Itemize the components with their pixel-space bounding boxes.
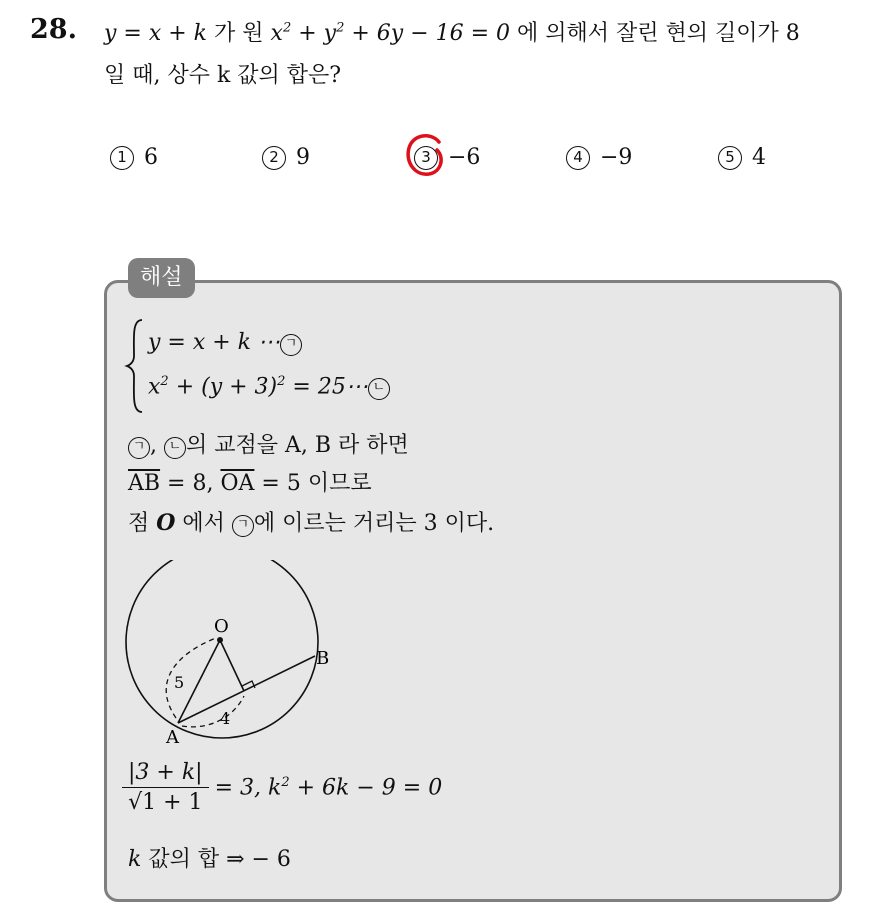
distance-formula: $\frac{|3 + k|}{√1 + 1}$ = 3, $k^2 + 6k - 9 = 0$ xyxy=(122,760,442,815)
system-brace xyxy=(124,318,146,414)
question-line-1: y = x + k 가 원 $x^2 + y^2 + 6y - 16 = 0$ 에 의해서 잘린 현의 길이가 8 xyxy=(104,20,800,46)
label-a: A xyxy=(166,727,179,748)
solution-line-lengths: $\overline{AB} = 8$, $\overline{OA} = 5$ 이므로 xyxy=(128,471,372,496)
fraction-numerator: |3 + k| xyxy=(122,760,209,788)
circle-chord-diagram xyxy=(110,560,350,750)
perpendicular-line xyxy=(220,640,244,691)
choice-1[interactable]: 1 6 xyxy=(110,145,158,170)
center-point xyxy=(217,637,223,643)
label-b: B xyxy=(316,648,330,669)
choice-5[interactable]: 5 4 xyxy=(718,145,766,170)
system-equation-1: y = x + k ⋯ ㄱ xyxy=(148,330,302,356)
choice-mark: 4 xyxy=(566,146,590,170)
choice-2[interactable]: 2 9 xyxy=(262,145,310,170)
question-line-2: 일 때, 상수 k 값의 합은? xyxy=(104,63,342,88)
fraction-denominator: √1 + 1 xyxy=(128,790,203,815)
choice-mark: 3 xyxy=(414,146,438,170)
final-answer-line: k 값의 합 ⇒ − 6 xyxy=(128,847,291,872)
choice-mark: 1 xyxy=(110,146,134,170)
solution-line-intersection: ㄱ , ㄴ 의 교점을 A, B 라 하면 xyxy=(128,428,409,459)
label-four: 4 xyxy=(220,709,231,728)
choice-mark: 5 xyxy=(718,146,742,170)
segment-oa xyxy=(178,640,220,723)
question-number: 28. xyxy=(30,14,77,45)
choice-3[interactable]: 3 −6 xyxy=(414,145,480,170)
solution-line-distance: 점 O 에서 ㄱ 에 이르는 거리는 3 이다. xyxy=(128,510,495,536)
chord-ab xyxy=(178,656,315,723)
choice-mark: 2 xyxy=(262,146,286,170)
label-five: 5 xyxy=(174,673,185,692)
answer-circle-mark xyxy=(403,130,447,182)
dashed-arc-4 xyxy=(182,696,244,727)
choice-4[interactable]: 4 −9 xyxy=(566,145,632,170)
solution-tag: 해설 xyxy=(128,258,195,298)
label-o: O xyxy=(214,616,229,637)
system-equation-2: $x^2 + (y + 3)^2$ = 25⋯ ㄴ xyxy=(148,374,390,400)
